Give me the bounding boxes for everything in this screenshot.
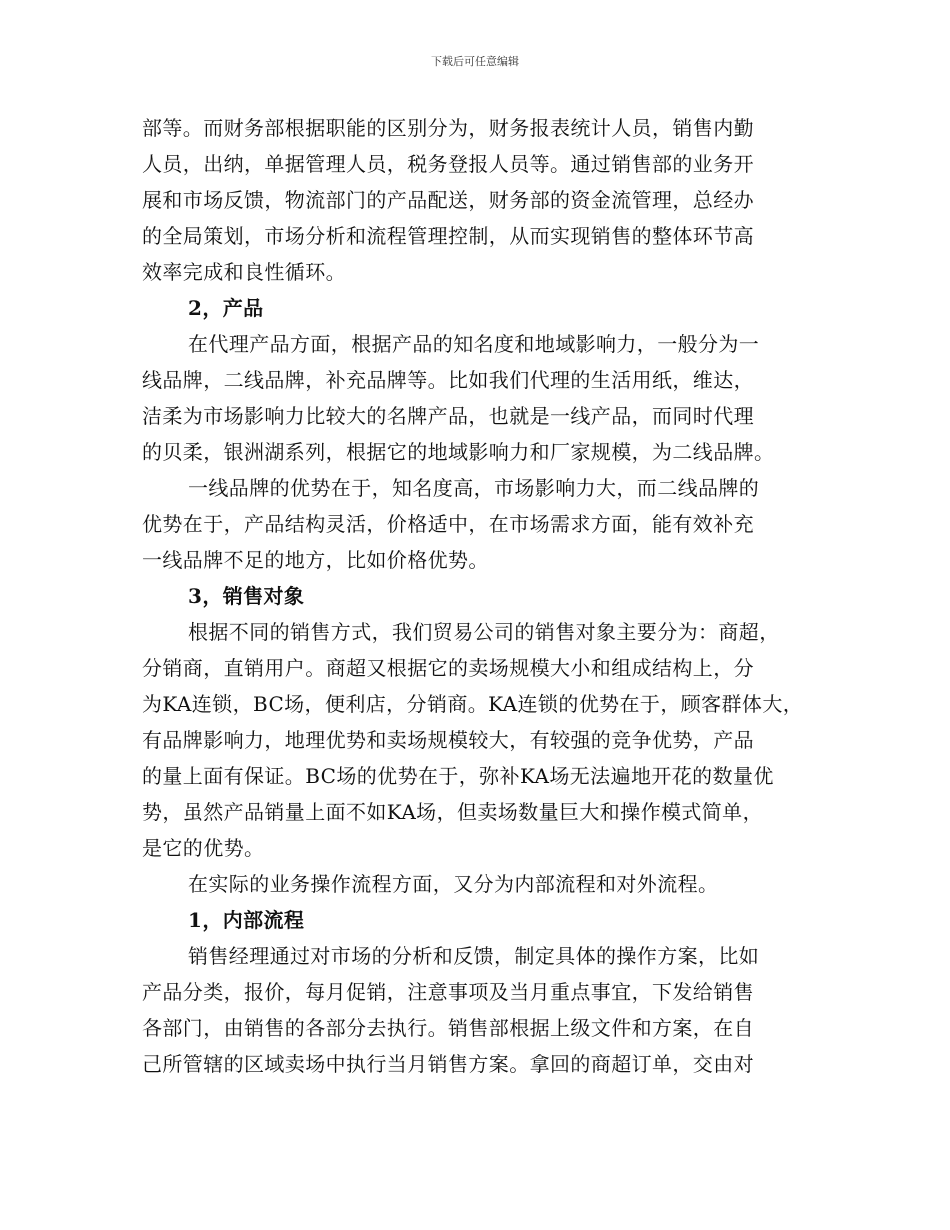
paragraph-line: 各部门，由销售的各部分去执行。销售部根据上级文件和方案，在自 bbox=[142, 1016, 754, 1040]
paragraph-line: 部等。而财务部根据职能的区别分为，财务报表统计人员，销售内勤 bbox=[142, 116, 754, 140]
paragraph-line: 产品分类，报价，每月促销，注意事项及当月重点事宜，下发给销售 bbox=[142, 980, 754, 1004]
section-heading: 1，内部流程 bbox=[188, 908, 305, 932]
paragraph-line: 势，虽然产品销量上面不如KA场，但卖场数量巨大和操作模式简单， bbox=[142, 800, 763, 824]
paragraph-line: 的全局策划，市场分析和流程管理控制，从而实现销售的整体环节高 bbox=[142, 224, 754, 248]
paragraph-line: 是它的优势。 bbox=[142, 836, 265, 860]
paragraph-line: 优势在于，产品结构灵活，价格适中，在市场需求方面，能有效补充 bbox=[142, 512, 754, 536]
paragraph-line: 效率完成和良性循环。 bbox=[142, 260, 346, 284]
paragraph-line: 分销商，直销用户。商超又根据它的卖场规模大小和组成结构上，分 bbox=[142, 656, 754, 680]
paragraph-line: 己所管辖的区域卖场中执行当月销售方案。拿回的商超订单，交由对 bbox=[142, 1052, 754, 1076]
paragraph-line: 一线品牌的优势在于，知名度高，市场影响力大，而二线品牌的 bbox=[188, 476, 760, 500]
paragraph-line: 在代理产品方面，根据产品的知名度和地域影响力，一般分为一 bbox=[188, 332, 760, 356]
paragraph-line: 洁柔为市场影响力比较大的名牌产品，也就是一线产品，而同时代理 bbox=[142, 404, 754, 428]
paragraph-line: 在实际的业务操作流程方面，又分为内部流程和对外流程。 bbox=[188, 872, 719, 896]
paragraph-line: 有品牌影响力，地理优势和卖场规模较大，有较强的竞争优势，产品 bbox=[142, 728, 754, 752]
section-heading: 3，销售对象 bbox=[188, 584, 305, 608]
paragraph-line: 销售经理通过对市场的分析和反馈，制定具体的操作方案，比如 bbox=[188, 944, 760, 968]
paragraph-line: 为KA连锁，BC场，便利店，分销商。KA连锁的优势在于，顾客群体大， bbox=[142, 692, 804, 716]
paragraph-line: 根据不同的销售方式，我们贸易公司的销售对象主要分为：商超， bbox=[188, 620, 780, 644]
page-header: 下载后可任意编辑 bbox=[431, 55, 519, 68]
document-body bbox=[142, 110, 810, 1082]
paragraph-line: 线品牌，二线品牌，补充品牌等。比如我们代理的生活用纸，维达， bbox=[142, 368, 754, 392]
paragraph-line: 的贝柔，银洲湖系列，根据它的地域影响力和厂家规模，为二线品牌。 bbox=[142, 440, 775, 464]
section-heading: 2，产品 bbox=[188, 296, 264, 320]
paragraph-line: 的量上面有保证。BC场的优势在于，弥补KA场无法遍地开花的数量优 bbox=[142, 764, 774, 788]
paragraph-line: 展和市场反馈，物流部门的产品配送，财务部的资金流管理，总经办 bbox=[142, 188, 754, 212]
paragraph-line: 人员，出纳，单据管理人员，税务登报人员等。通过销售部的业务开 bbox=[142, 152, 754, 176]
paragraph-line: 一线品牌不足的地方，比如价格优势。 bbox=[142, 548, 489, 572]
